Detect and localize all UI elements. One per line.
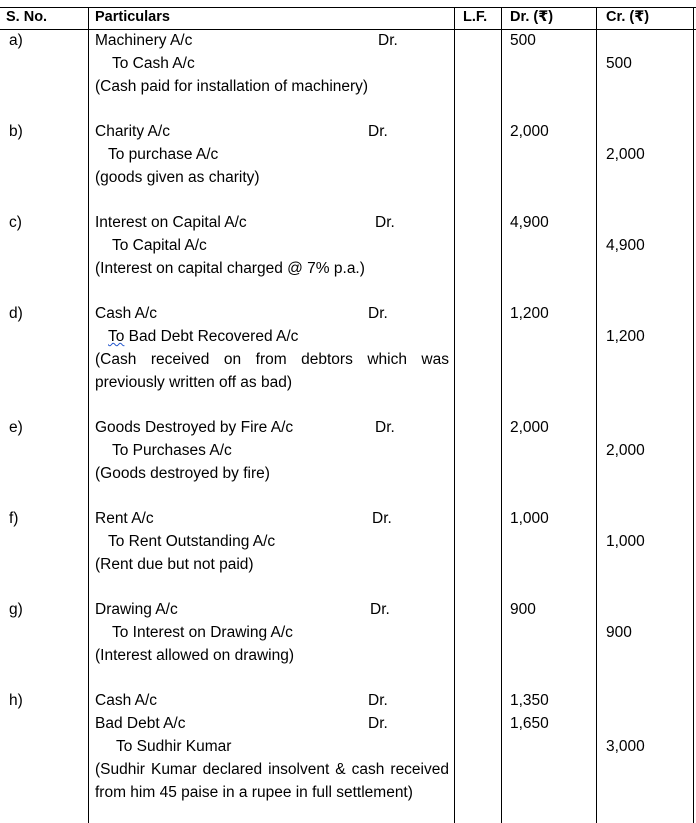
- entry-sno: h): [9, 692, 23, 709]
- entry-debit-account: Machinery A/c: [95, 32, 193, 49]
- entry-dr-mark: Dr.: [378, 32, 398, 49]
- col-divider-5: [693, 7, 694, 823]
- entry-credit-account: To Cash A/c: [112, 55, 195, 72]
- entry-dr-mark: Dr.: [370, 601, 390, 618]
- entry-dr-amount-2: 1,650: [510, 715, 549, 732]
- entry-sno: a): [9, 32, 23, 49]
- entry-sno: b): [9, 123, 23, 140]
- entry-dr-mark: Dr.: [375, 214, 395, 231]
- entry-debit-account: Rent A/c: [95, 510, 154, 527]
- entry-cr-amount: 3,000: [606, 738, 645, 755]
- entry-debit-account-2: Bad Debt A/c: [95, 715, 186, 732]
- entry-narration: (Sudhir Kumar declared insolvent & cash received from him 45 paise in a rupee in full settlement): [95, 761, 449, 801]
- header-dr: Dr. (₹): [510, 9, 554, 25]
- entry-debit-account: Charity A/c: [95, 123, 170, 140]
- entry-sno: e): [9, 419, 23, 436]
- entry-narration: (Cash received on from debtors which was previously written off as bad): [95, 351, 449, 391]
- entry-dr-amount: 1,350: [510, 692, 549, 709]
- entry-narration: (Rent due but not paid): [95, 556, 254, 573]
- header-sno: S. No.: [6, 9, 48, 25]
- entry-credit-account: To Purchases A/c: [112, 442, 232, 459]
- entry-debit-account: Drawing A/c: [95, 601, 178, 618]
- entry-dr-mark: Dr.: [368, 305, 388, 322]
- entry-sno: c): [9, 214, 22, 231]
- col-divider-2: [454, 7, 455, 823]
- spellcheck-underlined-word: To: [108, 328, 125, 345]
- entry-dr-mark: Dr.: [375, 419, 395, 436]
- entry-debit-account: Cash A/c: [95, 305, 158, 322]
- entry-cr-amount: 1,000: [606, 533, 645, 550]
- entry-cr-amount: 4,900: [606, 237, 645, 254]
- entry-debit-account: Cash A/c: [95, 692, 158, 709]
- entry-debit-account: Interest on Capital A/c: [95, 214, 247, 231]
- entry-dr-amount: 2,000: [510, 123, 549, 140]
- entry-cr-amount: 1,200: [606, 328, 645, 345]
- entry-narration: (Goods destroyed by fire): [95, 465, 270, 482]
- entry-dr-amount: 1,200: [510, 305, 549, 322]
- entry-credit-account: [108, 325, 298, 348]
- entry-narration: (Interest allowed on drawing): [95, 647, 295, 664]
- entry-dr-amount: 900: [510, 601, 536, 618]
- entry-narration: (Cash paid for installation of machinery): [95, 78, 369, 95]
- col-divider-4: [596, 7, 597, 823]
- header-cr: Cr. (₹): [606, 9, 650, 25]
- entry-narration: (Interest on capital charged @ 7% p.a.): [95, 260, 365, 277]
- entry-sno: f): [9, 510, 19, 527]
- entry-dr-mark-2: Dr.: [368, 715, 388, 732]
- entry-cr-amount: 500: [606, 55, 632, 72]
- entry-dr-amount: 4,900: [510, 214, 549, 231]
- header-lf: L.F.: [463, 9, 488, 25]
- entry-credit-account: To Interest on Drawing A/c: [112, 624, 293, 641]
- entry-sno: d): [9, 305, 23, 322]
- header-particulars: Particulars: [95, 9, 170, 25]
- entry-credit-account: To Capital A/c: [112, 237, 207, 254]
- entry-cr-amount: 900: [606, 624, 632, 641]
- entry-debit-account: Goods Destroyed by Fire A/c: [95, 419, 294, 436]
- entry-dr-amount: 2,000: [510, 419, 549, 436]
- entry-cr-amount: 2,000: [606, 442, 645, 459]
- entry-dr-amount: 500: [510, 32, 536, 49]
- entry-credit-account: To Sudhir Kumar: [116, 738, 232, 755]
- entry-dr-amount: 1,000: [510, 510, 549, 527]
- entry-dr-mark: Dr.: [368, 692, 388, 709]
- entry-dr-mark: Dr.: [372, 510, 392, 527]
- entry-cr-amount: 2,000: [606, 146, 645, 163]
- entry-credit-account-rest: Bad Debt Recovered A/c: [124, 328, 299, 345]
- entry-credit-account: To Rent Outstanding A/c: [108, 533, 276, 550]
- col-divider-1: [88, 7, 89, 823]
- col-divider-3: [501, 7, 502, 823]
- entry-sno: g): [9, 601, 23, 618]
- entry-credit-account: To purchase A/c: [108, 146, 219, 163]
- entry-narration: (goods given as charity): [95, 169, 260, 186]
- entry-dr-mark: Dr.: [368, 123, 388, 140]
